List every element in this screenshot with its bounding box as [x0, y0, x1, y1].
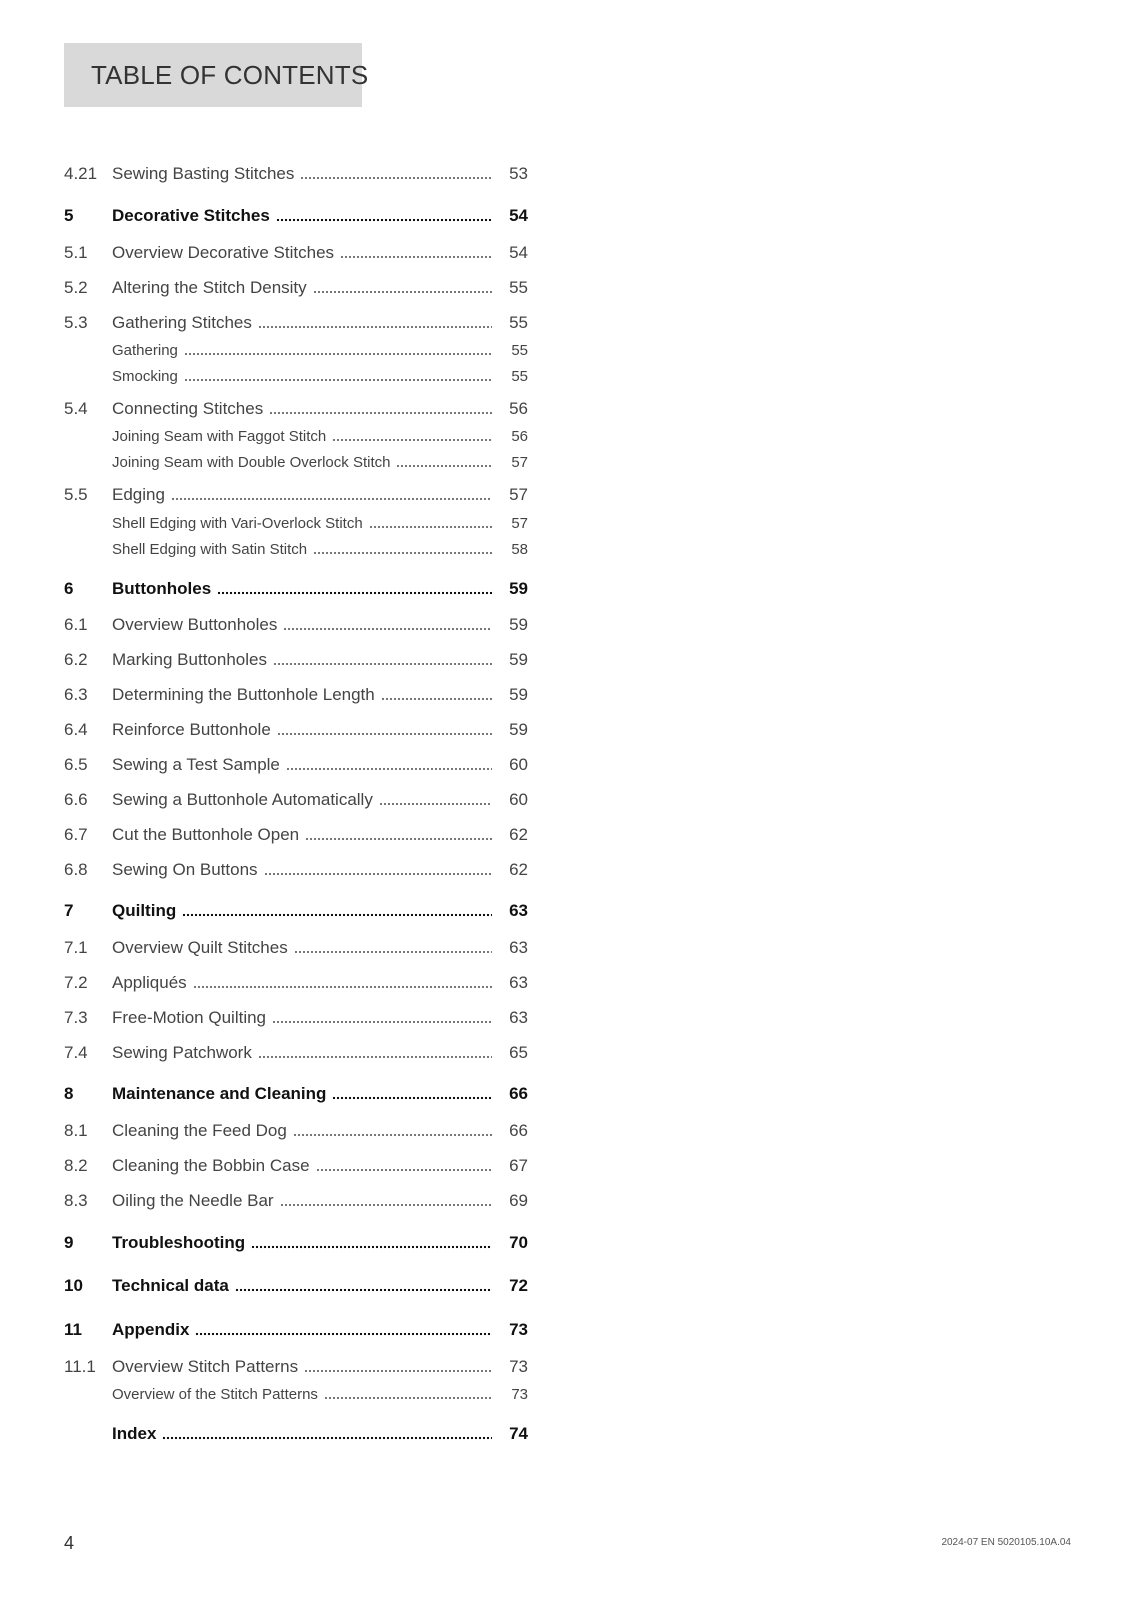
toc-entry-page: 55 [511, 341, 528, 359]
toc-dot-leader [283, 627, 492, 631]
toc-entry-number: 6.1 [64, 615, 88, 634]
toc-chapter-row[interactable] [64, 1274, 528, 1298]
toc-dot-leader [340, 255, 492, 259]
toc-entry-title: Reinforce Buttonhole [112, 720, 271, 739]
toc-entry-page: 60 [509, 755, 528, 774]
toc-entry-page: 55 [509, 313, 528, 332]
toc-dot-leader [258, 1055, 492, 1059]
toc-entry-number: 7.2 [64, 973, 88, 992]
toc-entry-title: Decorative Stitches [112, 206, 270, 225]
toc-entry-page: 55 [511, 367, 528, 385]
toc-dot-leader [277, 732, 492, 736]
toc-entry-page: 63 [509, 973, 528, 992]
toc-section-row[interactable] [64, 1355, 528, 1379]
toc-dot-leader [313, 551, 492, 555]
toc-dot-leader [396, 464, 492, 468]
toc-entry-page: 60 [509, 790, 528, 809]
toc-entry-title: Cleaning the Feed Dog [112, 1121, 287, 1140]
toc-entry-number: 7.3 [64, 1008, 88, 1027]
toc-section-row[interactable] [64, 1154, 528, 1178]
toc-entry-page: 62 [509, 825, 528, 844]
toc-entry-page: 73 [509, 1320, 528, 1339]
toc-entry-title: Overview Quilt Stitches [112, 938, 288, 957]
toc-dot-leader [235, 1288, 492, 1292]
toc-entry-page: 74 [509, 1424, 528, 1443]
toc-entry-page: 54 [509, 206, 528, 225]
toc-entry-title: Joining Seam with Faggot Stitch [112, 427, 327, 445]
toc-section-row[interactable] [64, 683, 528, 707]
toc-entry-title: Smocking [112, 367, 178, 385]
toc-dot-leader [182, 913, 492, 917]
toc-entry-title: Determining the Buttonhole Length [112, 685, 375, 704]
toc-entry-title: Overview of the Stitch Patterns [112, 1385, 318, 1403]
toc-chapter-row[interactable] [64, 899, 528, 923]
toc-entry-page: 72 [509, 1276, 528, 1295]
toc-entry-number: 9 [64, 1233, 74, 1252]
toc-entry-number: 11.1 [64, 1357, 96, 1376]
toc-chapter-row[interactable] [64, 1231, 528, 1255]
toc-subentry-row[interactable] [64, 364, 528, 388]
toc-entry-page: 57 [509, 485, 528, 504]
toc-dot-leader [379, 802, 492, 806]
toc-dot-leader [293, 1133, 492, 1137]
toc-dot-leader [251, 1245, 492, 1249]
toc-entry-title: Gathering [112, 341, 178, 359]
toc-entry-number: 5.5 [64, 485, 88, 504]
toc-entry-number: 7 [64, 901, 74, 920]
toc-chapter-row[interactable] [64, 1318, 528, 1342]
toc-entry-page: 56 [511, 427, 528, 445]
toc-entry-title: Overview Decorative Stitches [112, 243, 335, 262]
toc-entry-number: 6.4 [64, 720, 88, 739]
toc-dot-leader [162, 1436, 492, 1440]
toc-entry-title: Cleaning the Bobbin Case [112, 1156, 310, 1175]
toc-section-row[interactable] [64, 1189, 528, 1213]
toc-entry-page: 65 [509, 1043, 528, 1062]
toc-entry-page: 59 [509, 615, 528, 634]
toc-section-row[interactable] [64, 788, 528, 812]
toc-subentry-row[interactable] [64, 424, 528, 448]
toc-entry-page: 56 [509, 399, 528, 418]
toc-entry-page: 63 [509, 1008, 528, 1027]
toc-entry-number: 6 [64, 579, 74, 598]
toc-section-row[interactable] [64, 753, 528, 777]
toc-section-row[interactable] [64, 858, 528, 882]
toc-dot-leader [184, 352, 492, 356]
toc-entry-number: 8.1 [64, 1121, 88, 1140]
toc-chapter-row[interactable] [64, 1082, 528, 1106]
toc-dot-leader [324, 1396, 492, 1400]
toc-entry-page: 66 [509, 1121, 528, 1140]
toc-entry-title: Cut the Buttonhole Open [112, 825, 300, 844]
toc-entry-title: Joining Seam with Double Overlock Stitch [112, 453, 391, 471]
toc-entry-title: Shell Edging with Satin Stitch [112, 540, 308, 558]
toc-entry-number: 6.5 [64, 755, 88, 774]
toc-entry-title: Troubleshooting [112, 1233, 246, 1252]
toc-dot-leader [381, 697, 492, 701]
toc-entry-page: 54 [509, 243, 528, 262]
toc-entry-page: 70 [509, 1233, 528, 1252]
toc-dot-leader [276, 218, 492, 222]
toc-entry-page: 59 [509, 685, 528, 704]
toc-chapter-row[interactable] [64, 1422, 528, 1446]
toc-entry-number: 6.7 [64, 825, 88, 844]
toc-entry-page: 57 [511, 453, 528, 471]
toc-entry-title: Maintenance and Cleaning [112, 1084, 327, 1103]
toc-entry-number: 6.6 [64, 790, 88, 809]
toc-section-row[interactable] [64, 483, 528, 507]
toc-entry-number: 6.3 [64, 685, 88, 704]
toc-entry-number: 4.21 [64, 164, 98, 183]
toc-entry-title: Altering the Stitch Density [112, 278, 307, 297]
toc-entry-number: 5.1 [64, 243, 88, 262]
toc-entry-page: 59 [509, 650, 528, 669]
toc-entry-page: 58 [511, 540, 528, 558]
toc-entry-number: 5 [64, 206, 74, 225]
toc-entry-title: Shell Edging with Vari-Overlock Stitch [112, 514, 363, 532]
toc-entry-title: Connecting Stitches [112, 399, 264, 418]
toc-entry-number: 10 [64, 1276, 83, 1295]
toc-section-row[interactable] [64, 1006, 528, 1030]
toc-entry-title: Buttonholes [112, 579, 212, 598]
toc-section-row[interactable] [64, 241, 528, 265]
toc-entry-title: Gathering Stitches [112, 313, 252, 332]
toc-section-row[interactable] [64, 936, 528, 960]
toc-entry-title: Marking Buttonholes [112, 650, 267, 669]
toc-entry-title: Overview Buttonholes [112, 615, 278, 634]
toc-entry-title: Appliqués [112, 973, 187, 992]
toc-entry-page: 67 [509, 1156, 528, 1175]
toc-subentry-row[interactable] [64, 450, 528, 474]
toc-dot-leader [269, 411, 492, 415]
toc-entry-number: 5.2 [64, 278, 88, 297]
toc-entry-title: Sewing On Buttons [112, 860, 258, 879]
toc-dot-leader [273, 662, 492, 666]
toc-dot-leader [305, 837, 492, 841]
toc-entry-title: Appendix [112, 1320, 190, 1339]
toc-entry-title: Overview Stitch Patterns [112, 1357, 299, 1376]
toc-section-row[interactable] [64, 162, 528, 186]
toc-entry-title: Index [112, 1424, 157, 1443]
toc-entry-page: 63 [509, 938, 528, 957]
toc-entry-page: 57 [511, 514, 528, 532]
toc-dot-leader [313, 290, 492, 294]
toc-entry-title: Edging [112, 485, 165, 504]
toc-entry-title: Quilting [112, 901, 177, 920]
toc-entry-page: 66 [509, 1084, 528, 1103]
toc-section-row[interactable] [64, 823, 528, 847]
toc-entry-number: 7.1 [64, 938, 88, 957]
toc-entry-page: 73 [509, 1357, 528, 1376]
toc-entry-number: 8 [64, 1084, 74, 1103]
toc-entry-number: 8.2 [64, 1156, 88, 1175]
toc-chapter-row[interactable] [64, 577, 528, 601]
toc-section-row[interactable] [64, 1041, 528, 1065]
toc-entry-number: 8.3 [64, 1191, 88, 1210]
footer-document-code: 2024-07 EN 5020105.10A.04 [941, 1537, 1071, 1548]
toc-entry-title: Free-Motion Quilting [112, 1008, 267, 1027]
toc-dot-leader [304, 1369, 492, 1373]
toc-entry-page: 73 [511, 1385, 528, 1403]
toc-entry-number: 6.2 [64, 650, 88, 669]
toc-entry-number: 5.4 [64, 399, 88, 418]
toc-section-row[interactable] [64, 648, 528, 672]
toc-entry-number: 7.4 [64, 1043, 88, 1062]
toc-subentry-row[interactable] [64, 537, 528, 561]
toc-section-row[interactable] [64, 311, 528, 335]
toc-dot-leader [294, 950, 492, 954]
toc-section-row[interactable] [64, 971, 528, 995]
toc-entry-title: Sewing a Buttonhole Automatically [112, 790, 373, 809]
toc-entry-title: Technical data [112, 1276, 229, 1295]
toc-section-row[interactable] [64, 276, 528, 300]
toc-dot-leader [171, 497, 492, 501]
toc-dot-leader [300, 176, 492, 180]
toc-dot-leader [184, 378, 492, 382]
toc-subentry-row[interactable] [64, 338, 528, 362]
toc-entry-page: 63 [509, 901, 528, 920]
toc-entry-title: Oiling the Needle Bar [112, 1191, 274, 1210]
toc-entry-number: 6.8 [64, 860, 88, 879]
toc-dot-leader [280, 1203, 492, 1207]
toc-entry-title: Sewing a Test Sample [112, 755, 280, 774]
toc-dot-leader [217, 591, 492, 595]
toc-dot-leader [272, 1020, 492, 1024]
toc-entry-page: 59 [509, 720, 528, 739]
toc-entry-number: 11 [64, 1320, 82, 1339]
toc-section-row[interactable] [64, 718, 528, 742]
toc-dot-leader [369, 525, 492, 529]
toc-entry-page: 53 [509, 164, 528, 183]
toc-section-row[interactable] [64, 397, 528, 421]
page-title: TABLE OF CONTENTS [91, 60, 369, 90]
toc-section-row[interactable] [64, 613, 528, 637]
toc-entry-page: 69 [509, 1191, 528, 1210]
toc-entry-title: Sewing Patchwork [112, 1043, 252, 1062]
toc-dot-leader [258, 325, 492, 329]
toc-section-row[interactable] [64, 1119, 528, 1143]
toc-dot-leader [264, 872, 492, 876]
toc-subentry-row[interactable] [64, 511, 528, 535]
toc-chapter-row[interactable] [64, 204, 528, 228]
toc-dot-leader [332, 438, 492, 442]
toc-entry-page: 59 [509, 579, 528, 598]
toc-dot-leader [316, 1168, 492, 1172]
toc-subentry-row[interactable] [64, 1382, 528, 1406]
toc-dot-leader [286, 767, 492, 771]
toc-entry-number: 5.3 [64, 313, 88, 332]
toc-entry-page: 62 [509, 860, 528, 879]
footer-page-number: 4 [64, 1533, 75, 1553]
toc-entry-title: Sewing Basting Stitches [112, 164, 295, 183]
toc-dot-leader [193, 985, 492, 989]
toc-dot-leader [195, 1332, 492, 1336]
toc-dot-leader [332, 1096, 492, 1100]
toc-entry-page: 55 [509, 278, 528, 297]
